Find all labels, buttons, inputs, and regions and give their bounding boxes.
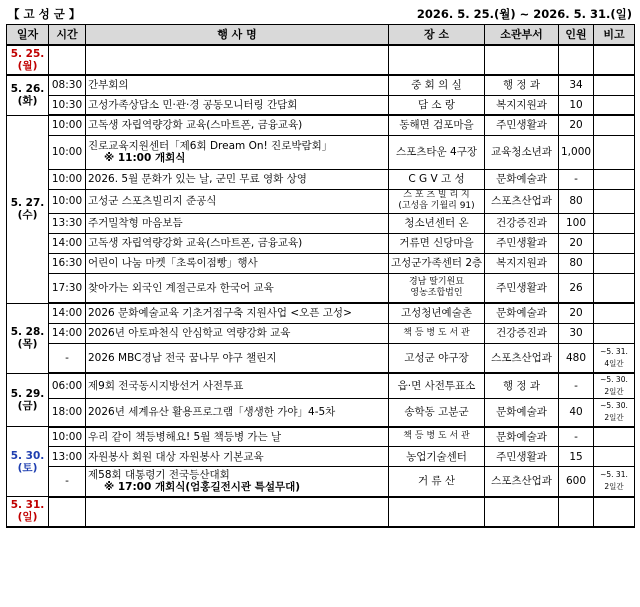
date-label: 5. 25.	[10, 48, 45, 60]
place-cell	[389, 213, 485, 233]
time-cell: 17:30	[49, 273, 86, 303]
count-cell: 480	[559, 343, 594, 373]
place-name: 송학동 고분군	[404, 406, 469, 419]
event-cell	[86, 253, 389, 273]
note-range: ~5. 31.	[600, 346, 628, 356]
col-note: 비고	[594, 25, 635, 46]
place-detail: (고성읍 기월리 91)	[398, 201, 475, 211]
note-duration: 2일간	[604, 413, 624, 423]
date-label: 5. 27.	[10, 197, 45, 209]
table-row	[7, 253, 635, 273]
table-row	[7, 497, 635, 527]
note-cell	[594, 169, 635, 189]
note-cell	[594, 467, 635, 497]
dept-cell: 복지지원과	[485, 253, 559, 273]
event-name: 2026. 5월 문화가 있는 날, 군민 무료 영화 상영	[88, 173, 307, 185]
count-cell: 20	[559, 233, 594, 253]
event-cell	[86, 427, 389, 447]
event-cell	[86, 273, 389, 303]
event-cell	[86, 75, 389, 95]
col-time: 시간	[49, 25, 86, 46]
org-title: 【 고 성 군 】	[8, 7, 81, 21]
event-cell	[86, 233, 389, 253]
note-cell	[594, 427, 635, 447]
place-cell	[389, 95, 485, 115]
dept-cell: 행 정 과	[485, 373, 559, 399]
time-cell: 08:30	[49, 75, 86, 95]
place-name: 중 회 의 실	[411, 79, 462, 92]
note-range: ~5. 30.	[600, 401, 628, 411]
note-cell	[594, 115, 635, 135]
time-cell: 14:00	[49, 303, 86, 323]
dept-cell: 주민생활과	[485, 447, 559, 467]
event-name: 진로교육지원센터「제6회 Dream On! 진로박람회」	[88, 140, 333, 152]
place-name: 고성군가족센터 2층	[391, 257, 483, 269]
place-name: 동해면 검포마을	[399, 119, 474, 132]
place-name: 거류면 신당마을	[399, 237, 474, 249]
place-cell	[389, 135, 485, 169]
time-cell: -	[49, 467, 86, 497]
dept-cell: 문화예술과	[485, 399, 559, 427]
count-cell: 15	[559, 447, 594, 467]
schedule-body	[7, 45, 635, 527]
table-row	[7, 273, 635, 303]
place-name: 거 류 산	[417, 475, 456, 488]
table-row	[7, 135, 635, 169]
time-cell: 14:00	[49, 233, 86, 253]
event-cell	[86, 169, 389, 189]
note-duration: 4일간	[604, 358, 624, 368]
event-cell	[86, 115, 389, 135]
table-row	[7, 467, 635, 497]
table-row	[7, 373, 635, 399]
event-cell	[86, 467, 389, 497]
place-cell	[389, 323, 485, 343]
event-name: 간부회의	[88, 79, 129, 92]
place-name: 읍·면 사전투표소	[397, 380, 476, 392]
time-cell: 13:00	[49, 447, 86, 467]
date-label: 5. 30.	[10, 449, 45, 462]
event-cell	[86, 373, 389, 399]
dept-cell: 문화예술과	[485, 427, 559, 447]
event-cell	[86, 189, 389, 213]
place-cell	[389, 427, 485, 447]
table-row	[7, 233, 635, 253]
note-duration: 2일간	[604, 482, 624, 492]
schedule-table	[6, 24, 635, 528]
event-name: 찾아가는 외국인 계절근로자 한국어 교육	[88, 281, 274, 294]
place-name: 청소년센터 온	[404, 217, 469, 229]
note-cell	[594, 303, 635, 323]
date-label: 5. 31.	[10, 499, 45, 512]
date-cell	[7, 75, 49, 115]
weekday-label: (월)	[17, 60, 38, 72]
date-cell	[7, 45, 49, 75]
place-name: C G V 고 성	[408, 173, 465, 185]
note-cell	[594, 497, 635, 527]
table-row	[7, 399, 635, 427]
time-cell: 06:00	[49, 373, 86, 399]
weekday-label: (일)	[17, 511, 38, 524]
table-row	[7, 75, 635, 95]
place-name: 경남 딸기원묘	[408, 276, 465, 287]
dept-cell: 스포츠산업과	[485, 467, 559, 497]
count-cell: 1,000	[559, 135, 594, 169]
dept-cell	[485, 497, 559, 527]
table-row	[7, 189, 635, 213]
count-cell: 20	[559, 115, 594, 135]
table-row	[7, 95, 635, 115]
event-name: 고독생 자립역량강화 교육(스마트폰, 금융교육)	[88, 237, 303, 249]
dept-cell: 행 정 과	[485, 75, 559, 95]
place-cell	[389, 45, 485, 75]
event-cell	[86, 213, 389, 233]
note-cell	[594, 75, 635, 95]
place-name: 책 등 병 도 서 관	[403, 327, 470, 338]
count-cell: 26	[559, 273, 594, 303]
place-cell	[389, 303, 485, 323]
event-cell	[86, 135, 389, 169]
col-dept: 소관부서	[485, 25, 559, 46]
event-name: 주거밀착형 마음보듬	[88, 217, 183, 229]
place-cell	[389, 343, 485, 373]
table-row	[7, 447, 635, 467]
note-cell	[594, 95, 635, 115]
dept-cell: 복지지원과	[485, 95, 559, 115]
time-cell	[49, 45, 86, 75]
dept-cell: 스포츠산업과	[485, 189, 559, 213]
note-duration: 2일간	[604, 387, 624, 396]
event-cell	[86, 323, 389, 343]
column-header-row	[7, 25, 635, 46]
table-row	[7, 303, 635, 323]
time-cell: 10:00	[49, 189, 86, 213]
weekday-label: (토)	[17, 461, 38, 474]
place-cell	[389, 497, 485, 527]
event-cell	[86, 45, 389, 75]
count-cell: -	[559, 169, 594, 189]
dept-cell: 스포츠산업과	[485, 343, 559, 373]
weekday-label: (수)	[17, 209, 38, 221]
note-cell	[594, 45, 635, 75]
weekday-label: (목)	[17, 338, 38, 350]
event-cell	[86, 399, 389, 427]
place-name: 고성군 야구장	[404, 351, 469, 364]
count-cell: 80	[559, 189, 594, 213]
time-cell: 14:00	[49, 323, 86, 343]
schedule-header	[8, 6, 632, 22]
dept-cell: 주민생활과	[485, 233, 559, 253]
dept-cell: 건강증진과	[485, 323, 559, 343]
col-count: 인원	[559, 25, 594, 46]
table-row	[7, 323, 635, 343]
dept-cell: 주민생활과	[485, 115, 559, 135]
event-name: 제9회 전국동시지방선거 사전투표	[88, 380, 244, 392]
table-row	[7, 427, 635, 447]
time-cell: -	[49, 343, 86, 373]
table-row	[7, 115, 635, 135]
count-cell	[559, 497, 594, 527]
event-name: 2026년 세계유산 활용프로그램「생생한 가야」4-5차	[88, 406, 336, 419]
dept-cell: 건강증진과	[485, 213, 559, 233]
place-name: 책 등 병 도 서 관	[403, 431, 470, 442]
note-cell	[594, 189, 635, 213]
dept-cell: 문화예술과	[485, 169, 559, 189]
time-cell: 18:00	[49, 399, 86, 427]
event-name: 고성가족상담소 민·관·경 공동모니터링 간담회	[88, 98, 298, 111]
place-name: 고성청년예술촌	[400, 307, 472, 320]
time-cell: 10:00	[49, 115, 86, 135]
place-name: 농업기술센터	[406, 450, 467, 463]
place-cell	[389, 447, 485, 467]
col-place: 장 소	[389, 25, 485, 46]
date-label: 5. 28.	[10, 326, 45, 338]
time-cell: 10:00	[49, 427, 86, 447]
event-subnote: ※ 17:00 개회식(엄홍길전시관 특설무대)	[104, 481, 301, 494]
count-cell: 80	[559, 253, 594, 273]
date-cell	[7, 497, 49, 527]
time-cell: 10:00	[49, 135, 86, 169]
date-cell	[7, 427, 49, 497]
place-cell	[389, 189, 485, 213]
event-name: 자원봉사 회원 대상 자원봉사 기본교육	[88, 450, 264, 463]
time-cell	[49, 497, 86, 527]
place-detail: 영농조합법인	[410, 287, 463, 298]
col-event: 행 사 명	[86, 25, 389, 46]
dept-cell: 문화예술과	[485, 303, 559, 323]
event-cell	[86, 343, 389, 373]
place-name: 스포츠타운 4구장	[395, 146, 478, 158]
place-cell	[389, 373, 485, 399]
col-date: 일자	[7, 25, 49, 46]
count-cell: 10	[559, 95, 594, 115]
count-cell: 20	[559, 303, 594, 323]
note-cell	[594, 323, 635, 343]
event-cell	[86, 447, 389, 467]
note-cell	[594, 253, 635, 273]
table-row	[7, 169, 635, 189]
dept-cell: 주민생활과	[485, 273, 559, 303]
place-cell	[389, 399, 485, 427]
count-cell: 100	[559, 213, 594, 233]
date-cell	[7, 115, 49, 303]
table-row	[7, 213, 635, 233]
count-cell: -	[559, 373, 594, 399]
date-cell	[7, 373, 49, 427]
note-cell	[594, 373, 635, 399]
event-name: 2026 MBC경남 전국 꿈나무 야구 챌린지	[88, 351, 277, 364]
event-subnote: ※ 11:00 개회식	[104, 152, 186, 164]
date-label: 5. 29.	[10, 387, 45, 400]
note-range: ~5. 30.	[600, 375, 628, 384]
dept-cell: 교육청소년과	[485, 135, 559, 169]
place-cell	[389, 169, 485, 189]
place-cell	[389, 233, 485, 253]
note-cell	[594, 343, 635, 373]
note-cell	[594, 233, 635, 253]
event-name: 2026 문화예술교육 기초거점구축 지원사업 <오픈 고성>	[88, 307, 352, 320]
event-name: 고독생 자립역량강화 교육(스마트폰, 금융교육)	[88, 119, 303, 132]
table-row	[7, 45, 635, 75]
count-cell: 600	[559, 467, 594, 497]
note-range: ~5. 31.	[600, 470, 628, 480]
weekday-label: (금)	[17, 399, 38, 412]
table-row	[7, 343, 635, 373]
count-cell: 34	[559, 75, 594, 95]
place-name: 담 소 랑	[417, 98, 456, 111]
place-cell	[389, 75, 485, 95]
count-cell	[559, 45, 594, 75]
note-cell	[594, 447, 635, 467]
event-name: 고성군 스포츠빌리지 준공식	[88, 195, 217, 207]
place-cell	[389, 253, 485, 273]
time-cell: 10:00	[49, 169, 86, 189]
count-cell: -	[559, 427, 594, 447]
time-cell: 13:30	[49, 213, 86, 233]
date-cell	[7, 303, 49, 373]
event-name: 어린이 나눔 마켓「초록이점빵」행사	[88, 257, 258, 269]
time-cell: 16:30	[49, 253, 86, 273]
event-cell	[86, 497, 389, 527]
schedule-period: 2026. 5. 25.(월) ~ 2026. 5. 31.(일)	[416, 7, 632, 21]
place-cell	[389, 467, 485, 497]
time-cell: 10:30	[49, 95, 86, 115]
dept-cell	[485, 45, 559, 75]
count-cell: 40	[559, 399, 594, 427]
place-cell	[389, 273, 485, 303]
event-name: 제58회 대통령기 전국등산대회	[88, 469, 230, 482]
event-name: 우리 같이 책등병해요! 5월 책등병 가는 날	[88, 430, 282, 443]
place-cell	[389, 115, 485, 135]
event-name: 2026년 아토파천식 안심학교 역량강화 교육	[88, 327, 291, 339]
count-cell: 30	[559, 323, 594, 343]
note-cell	[594, 213, 635, 233]
note-cell	[594, 399, 635, 427]
event-cell	[86, 303, 389, 323]
note-cell	[594, 273, 635, 303]
note-cell	[594, 135, 635, 169]
event-cell	[86, 95, 389, 115]
place-name: 스 포 츠 빌 리 지	[403, 190, 470, 200]
date-label: 5. 26.	[10, 83, 45, 96]
weekday-label: (화)	[17, 95, 38, 108]
